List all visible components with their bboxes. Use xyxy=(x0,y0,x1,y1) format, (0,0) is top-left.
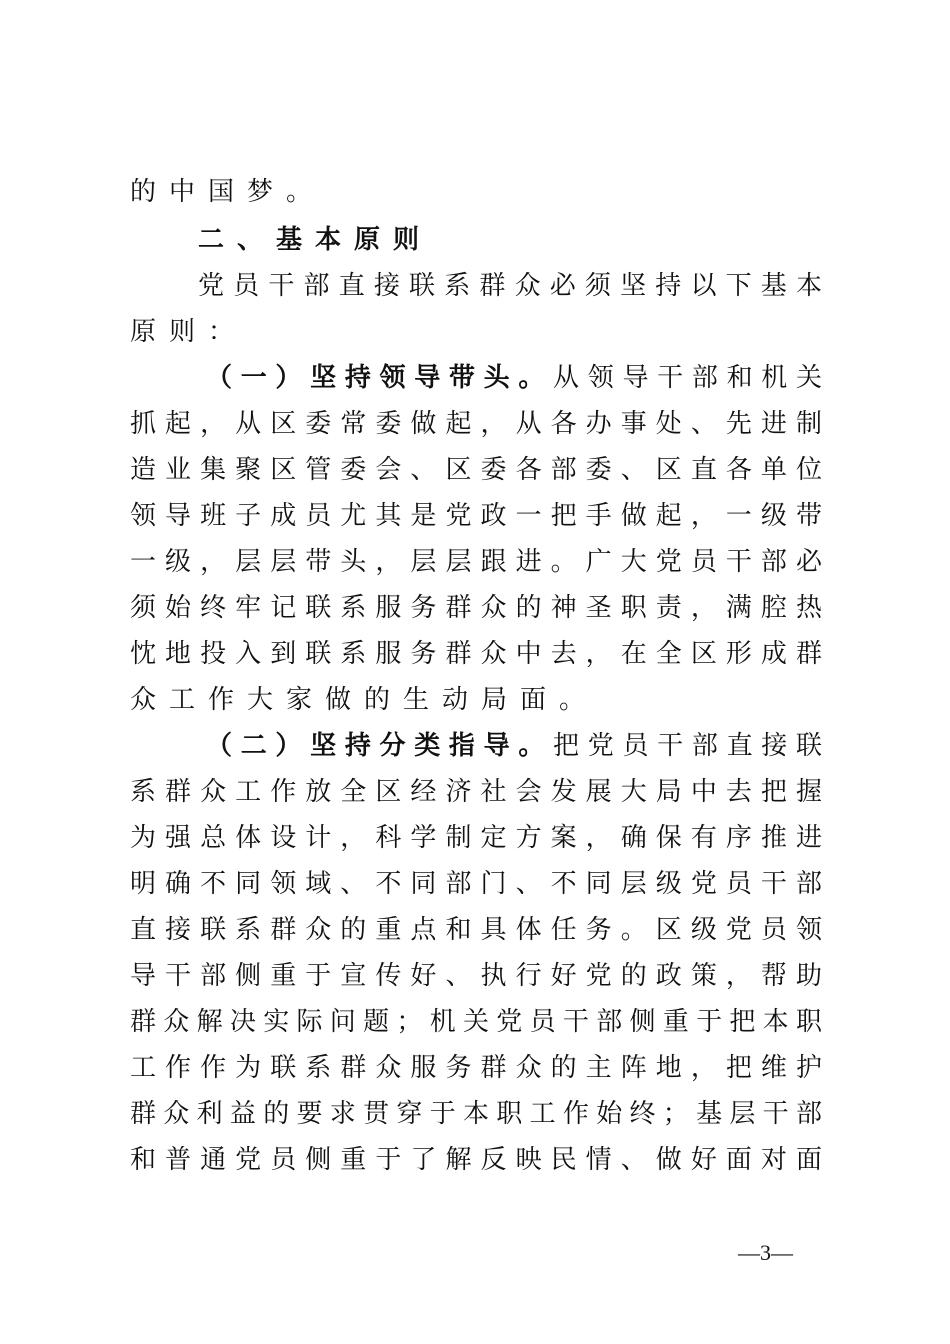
section-heading: 二、基本原则 xyxy=(198,225,433,255)
subsection-heading: （二）坚持分类指导。 xyxy=(206,731,554,761)
body-text-line: 明确不同领域、不同部门、不同层级党员干部 xyxy=(130,869,822,899)
body-text-line: 须始终牢记联系服务群众的神圣职责，满腔热 xyxy=(130,593,822,623)
subsection-heading: （一）坚持领导带头。 xyxy=(206,363,554,393)
body-text-line: 抓起，从区委常委做起，从各办事处、先进制 xyxy=(130,409,822,439)
body-text-line: 导干部侧重于宣传好、执行好党的政策，帮助 xyxy=(130,961,822,991)
body-text-line: 直接联系群众的重点和具体任务。区级党员领 xyxy=(130,915,822,945)
body-text-line: 的中国梦。 xyxy=(130,177,326,207)
body-text-line: 领导班子成员尤其是党政一把手做起，一级带 xyxy=(130,501,822,531)
subsection-line: （二）坚持分类指导。把党员干部直接联 xyxy=(206,731,822,761)
body-text-line: 系群众工作放全区经济社会发展大局中去把握 xyxy=(130,777,822,807)
body-text-line: 党员干部直接联系群众必须坚持以下基本 xyxy=(198,271,822,301)
body-text-line: 众工作大家做的生动局面。 xyxy=(130,685,599,715)
body-text-line: 造业集聚区管委会、区委各部委、区直各单位 xyxy=(130,455,822,485)
body-text-line: 一级，层层带头，层层跟进。广大党员干部必 xyxy=(130,547,822,577)
body-text-line: 群众利益的要求贯穿于本职工作始终；基层干部 xyxy=(130,1099,822,1129)
body-text-line: 群众解决实际问题；机关党员干部侧重于把本职 xyxy=(130,1007,822,1037)
body-text-line: 原则： xyxy=(130,317,248,347)
body-text-line: 为强总体设计，科学制定方案，确保有序推进 xyxy=(130,823,822,853)
body-text-line: 工作作为联系群众服务群众的主阵地，把维护 xyxy=(130,1053,822,1083)
page-number: —3— xyxy=(738,1240,793,1265)
body-text-line: 忱地投入到联系服务群众中去，在全区形成群 xyxy=(130,639,822,669)
subsection-line: （一）坚持领导带头。从领导干部和机关 xyxy=(206,363,822,393)
body-text-line: 和普通党员侧重于了解反映民情、做好面对面 xyxy=(130,1145,822,1175)
